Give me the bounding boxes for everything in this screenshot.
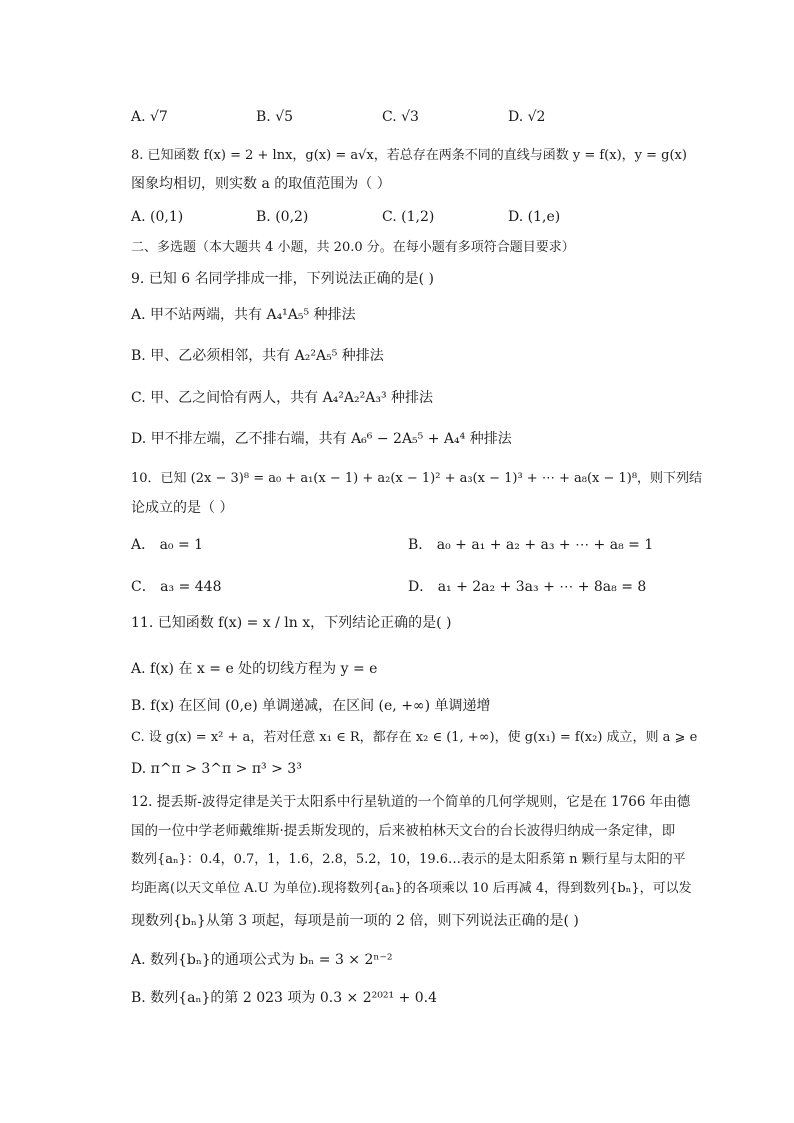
q11-option-c: C. 设 g(x) = x² + a，若对任意 x₁ ∈ R，都存在 x₂ ∈ (1, +∞)，使 g(x₁) = f(x₂) 成立，则 a ⩾ e	[131, 730, 698, 745]
q9-option-c: C. 甲、乙之间恰有两人，共有 A₄²A₂²A₃³ 种排法	[131, 390, 434, 406]
q12-option-a: A. 数列{bₙ}的通项公式为 bₙ = 3 × 2ⁿ⁻²	[131, 952, 393, 968]
q10-stem-line1: 10．已知 (2x − 3)⁸ = a₀ + a₁(x − 1) + a₂(x − 1)² + a₃(x − 1)³ + ⋯ + a₈(x − 1)⁸，则下列结	[131, 471, 703, 486]
option-label: B．	[408, 537, 433, 553]
option-label: C．	[131, 579, 156, 595]
q8-option-b	[256, 208, 308, 226]
q12-line3: 数列{aₙ}：0.4，0.7，1，1.6，2.8，5.2，10，19.6…表示的是太阳系第 n 颗行星与太阳的平	[131, 852, 686, 867]
q8-stem-line1: 8. 已知函数 f(x) = 2 + lnx，g(x) = a√x，若总存在两条不同的直线与函数 y = f(x)，y = g(x)	[131, 148, 687, 163]
q12-line5: 现数列{bₙ}从第 3 项起，每项是前一项的 2 倍，则下列说法正确的是( )	[131, 913, 579, 929]
option-label: A.	[131, 209, 146, 225]
section-heading: 二、多选题（本大题共 4 小题，共 20.0 分。在每小题有多项符合题目要求）	[131, 240, 575, 255]
option-text: a₃ = 448	[160, 579, 222, 595]
option-label: A．	[131, 537, 156, 553]
option-label: D．	[408, 579, 434, 595]
option-text: (0,1)	[150, 209, 184, 225]
option-text: a₁ + 2a₂ + 3a₃ + ⋯ + 8a₈ = 8	[437, 579, 647, 595]
option-text: √2	[527, 109, 546, 125]
option-label: C.	[382, 109, 397, 125]
q10-stem-line2: 论成立的是（ ）	[131, 500, 234, 516]
q8-option-a	[131, 208, 183, 226]
option-label: C.	[382, 209, 397, 225]
option-text: (0,2)	[275, 209, 309, 225]
option-label: D.	[508, 109, 524, 125]
q8-option-c	[382, 208, 434, 226]
option-text: (1,2)	[401, 209, 435, 225]
q11-option-b: B. f(x) 在区间 (0,e) 单调递减，在区间 (e, +∞) 单调递增	[131, 698, 491, 714]
q9-option-b: B. 甲、乙必须相邻，共有 A₂²A₅⁵ 种排法	[131, 348, 384, 364]
q9-option-a: A. 甲不站两端，共有 A₄¹A₅⁵ 种排法	[131, 307, 356, 323]
q7-option-d	[508, 108, 545, 126]
option-text: √3	[401, 109, 419, 125]
q10-option-c	[131, 578, 221, 596]
option-text: a₀ = 1	[159, 537, 204, 553]
option-label: D.	[508, 209, 524, 225]
q8-option-d	[508, 208, 560, 226]
option-label: B.	[256, 209, 271, 225]
q12-line2: 国的一位中学老师戴维斯·提丢斯发现的，后来被柏林天文台的台长波得归纳成一条定律，即	[131, 823, 676, 839]
q12-line4: 均距离(以天文单位 A.U 为单位).现将数列{aₙ}的各项乘以 10 后再减 4，得到数列{bₙ}，可以发	[131, 881, 692, 896]
q8-stem-line2: 图象均相切，则实数 a 的取值范围为（ ）	[131, 176, 391, 192]
q12-line1: 12. 提丢斯-波得定律是关于太阳系中行星轨道的一个简单的几何学规则，它是在 1766 年由德	[131, 794, 691, 810]
q10-option-b	[408, 536, 653, 554]
option-text: a₀ + a₁ + a₂ + a₃ + ⋯ + a₈ = 1	[436, 537, 654, 553]
q7-option-b	[256, 108, 293, 126]
q12-option-b: B. 数列{aₙ}的第 2 023 项为 0.3 × 2²⁰²¹ + 0.4	[131, 990, 437, 1006]
option-label: A.	[131, 109, 146, 125]
q7-option-c	[382, 108, 419, 126]
q10-option-a	[131, 536, 203, 554]
q9-stem: 9. 已知 6 名同学排成一排，下列说法正确的是( )	[131, 271, 434, 287]
q9-option-d: D. 甲不排左端，乙不排右端，共有 A₆⁶ − 2A₅⁵ + A₄⁴ 种排法	[131, 431, 512, 447]
q11-option-d: D. π^π > 3^π > π³ > 3³	[131, 761, 302, 777]
option-label: B.	[256, 109, 271, 125]
q11-option-a: A. f(x) 在 x = e 处的切线方程为 y = e	[131, 661, 378, 677]
option-text: √5	[275, 109, 294, 125]
q7-option-a	[131, 108, 168, 126]
q10-option-d	[408, 578, 646, 596]
option-text: (1,e)	[527, 209, 561, 225]
q11-stem: 11. 已知函数 f(x) = x / ln x，下列结论正确的是( )	[131, 615, 452, 631]
option-text: √7	[150, 109, 168, 125]
